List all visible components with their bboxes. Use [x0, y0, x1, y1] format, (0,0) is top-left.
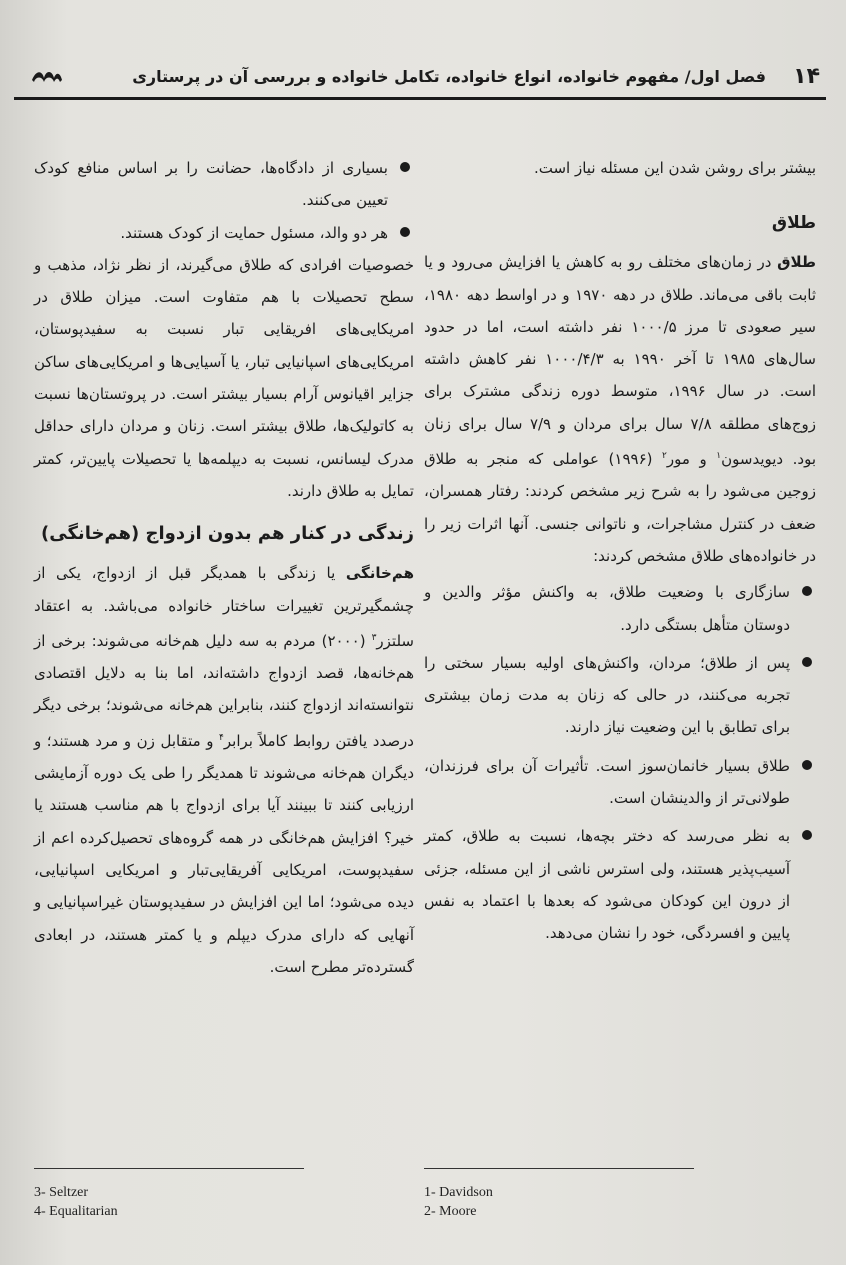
list-item: پس از طلاق؛ مردان، واکنش‌های اولیه بسیار سختی را تجربه می‌کنند، در حالی که زنان به مدت زمان بیشتری برای تطابق با این وضعیت نیاز دارند.	[424, 647, 816, 744]
list-item: به نظر می‌رسد که دختر بچه‌ها، نسبت به طلاق، کمتر آسیب‌پذیر هستند، ولی استرس ناشی از این مسئله، جزئی از درون این کودکان می‌شود که بعدها با اعتماد به نفس پایین و افسردگی، خود را نشان می‌دهد.	[424, 820, 816, 949]
bullet-icon	[802, 760, 812, 770]
divorce-paragraph-mid: و مور	[666, 450, 717, 469]
divorce-term: طلاق	[777, 253, 816, 272]
divorce-demographics-paragraph: خصوصیات افرادی که طلاق می‌گیرند، از نظر نژاد، مذهب و سطح تحصیلات با هم متفاوت است. میزان طلاق در امریکایی‌های افریقایی تبار نسبت به سفیدپوستان، امریکایی‌های اسپانیایی تبار، یا آسیایی‌ها و امریکایی‌های ساکن جزایر اقیانوس آرام بسیار بیشتر است. در پروتستان‌ها نسبت به کاتولیک‌ها، طلاق بیشتر است. زنان و مردان دارای حداقل مدرک لیسانس، نسبت به دیپلمه‌ها یا تحصیلات پایین‌تر، کمتر تمایل به طلاق دارند.	[34, 255, 414, 500]
list-item: سازگاری با وضعیت طلاق، به واکنش مؤثر والدین و دوستان متأهل بستگی دارد.	[424, 576, 816, 641]
footnote-ref-1: ۱	[716, 451, 722, 462]
page-number: ۱۴	[793, 64, 820, 89]
divorce-paragraph	[424, 246, 816, 572]
divorce-effects-list	[424, 576, 816, 949]
footnote-2: 2- Moore	[424, 1204, 477, 1219]
list-item: هر دو والد، مسئول حمایت از کودک هستند.	[34, 217, 414, 249]
footnote-ref-4: ۴	[219, 732, 224, 743]
footnote-3: 3- Seltzer	[34, 1185, 89, 1200]
footnote-1: 1- Davidson	[424, 1185, 493, 1200]
cohabitation-paragraph: هم‌خانگی یا زندگی با همدیگر قبل از ازدواج، یکی از چشمگیرترین تغییرات ساختار خانواده می‌باشد. به اعتقاد سلتزر$^۳$ (۲۰۰۰) مردم به سه دلیل هم‌خانه می‌شوند: برخی از هم‌خانه‌ها، قصد ازدواج داشته‌اند، اما بنا به دلایل اقتصادی نتوانسته‌اند ازدواج کنند، بنابراین هم‌خانه می‌شوند؛ برخی دیگر درصدد یافتن روابط کاملاً برابر$^۴$ و متقابل زن و مرد هستند؛ و دیگران هم‌خانه می‌شوند تا همدیگر را طی یک دوره آزمایشی ارزیابی کنند تا ببینند آیا برای ازدواج با هم مناسب هستند یا خیر؟ افزایش هم‌خانگی در همه گروه‌های تحصیل‌کرده اعم از سفیدپوست، امریکایی آفریقایی‌تبار و امریکایی اسپانیایی، دیده می‌شود؛ اما این افزایش در سفیدپوستان غیراسپانیایی و آنهایی که دارای مدرک دیپلم و یا کمتر هستند، در ابعادی گسترده‌تر مطرح است.	[34, 564, 414, 976]
section-heading-cohabitation: زندگی در کنار هم بدون ازدواج (هم‌خانگی)	[41, 523, 414, 545]
footnote-rule-right	[424, 1168, 694, 1169]
right-column	[424, 152, 816, 950]
custody-list	[34, 152, 414, 249]
intro-text: بیشتر برای روشن شدن این مسئله نیاز است.	[533, 159, 816, 177]
footnotes-right	[424, 1183, 493, 1221]
footnote-rule-left	[34, 1168, 304, 1169]
divorce-paragraph-body: در زمان‌های مختلف رو به کاهش یا افزایش می‌رود و یا ثابت باقی می‌ماند. طلاق در دهه ۱۹۷۰ و در اواسط دهه ۱۹۸۰، سیر صعودی تا مرز ۱۰۰۰/۵ نفر داشته است، اما در حدود سال‌های ۱۹۸۵ تا آخر ۱۹۹۰ به ۱۰۰۰/۴/۳ نفر کاهش داشته است. در سال ۱۹۹۶، متوسط دوره زندگی مشترک برای زوج‌های مطلقه ۷/۸ سال برای مردان و ۷/۹ سال برای زنان بود. دیویدسون	[424, 253, 817, 469]
bullet-icon	[802, 830, 812, 840]
bullet-icon	[400, 227, 410, 237]
bullet-icon	[802, 657, 812, 667]
list-item: طلاق بسیار خانمان‌سوز است. تأثیرات آن برای فرزندان، طولانی‌تر از والدینشان است.	[424, 750, 816, 815]
footnote-ref-3: ۳	[371, 632, 377, 643]
bullet-icon	[400, 162, 410, 172]
footnotes-left	[34, 1183, 118, 1221]
header-rule	[14, 97, 826, 100]
bullet-icon	[802, 586, 812, 596]
chapter-title: فصل اول/ مفهوم خانواده، انواع خانواده، تکامل خانواده و بررسی آن در پرستاری	[132, 67, 766, 86]
cohabitation-term: هم‌خانگی	[345, 564, 414, 583]
ornament-icon	[30, 68, 64, 88]
running-header	[14, 58, 826, 100]
footnote-ref-2: ۲	[662, 451, 667, 462]
section-heading-divorce: طلاق	[771, 213, 816, 234]
footnote-4: 4- Equalitarian	[34, 1204, 118, 1219]
left-column	[34, 152, 414, 983]
list-item: بسیاری از دادگاه‌ها، حضانت را بر اساس منافع کودک تعیین می‌کنند.	[34, 152, 414, 217]
divorce-paragraph-end: (۱۹۹۶) عواملی که منجر به طلاق زوجین می‌شود را به شرح زیر مشخص کردند: رفتار همسران، ضعف در کنترل مشاجرات، و ناتوانی جنسی. آنها اثرات زیر را در خانواده‌های طلاق مشخص کردند:	[424, 450, 816, 565]
